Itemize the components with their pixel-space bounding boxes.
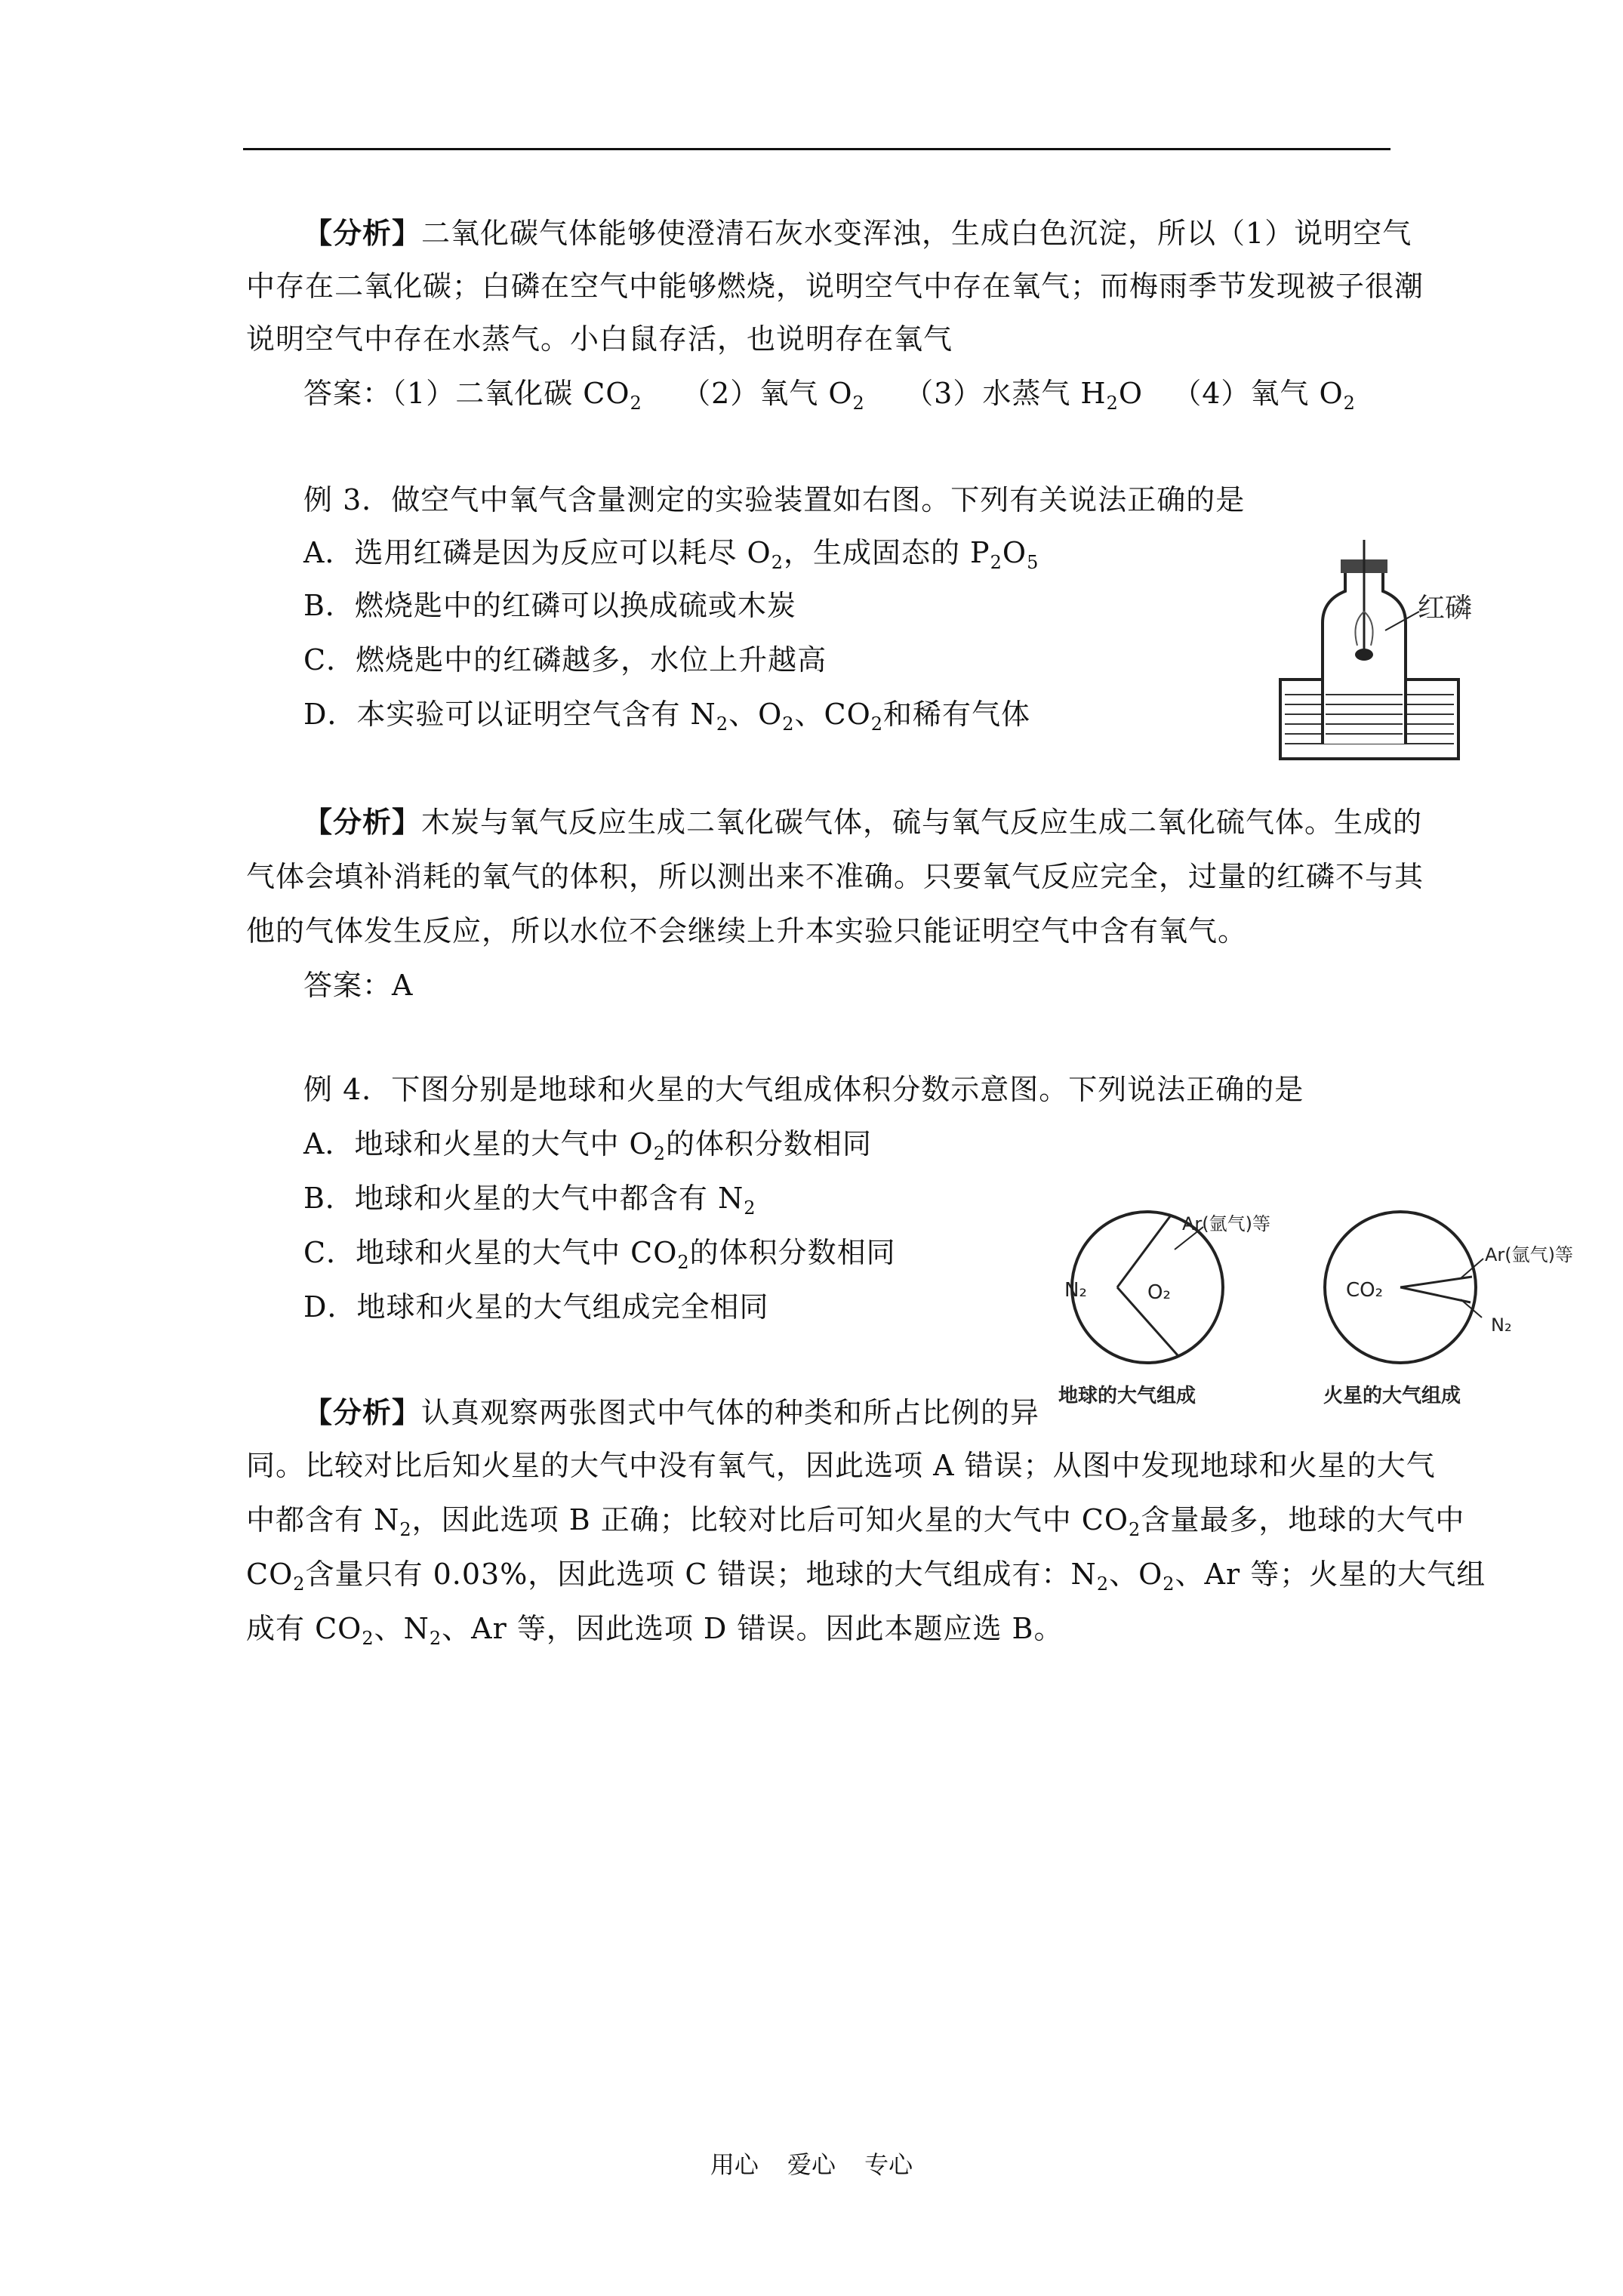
analysis-line: 成有 $CO_2$、$N_2$、Ar 等，因此选项 D 错误。因此本题应选 B。 [246, 1612, 1064, 1649]
analysis-line: 中都含有 $N_2$，因此选项 B 正确；比较对比后可知火星的大气中 $CO_2$含量最多，地球的大气中 [246, 1503, 1465, 1540]
option-c: C．地球和火星的大气中 $CO_2$的体积分数相同 [303, 1236, 896, 1273]
analysis-line: 气体会填补消耗的氧气的体积，所以测出来不准确。只要氧气反应完全，过量的红磷不与其 [246, 860, 1424, 893]
figure-label: 红磷 [1418, 593, 1472, 624]
chart-title: 火星的大气组成 [1323, 1385, 1461, 1407]
header-rule [243, 148, 1390, 150]
mars-atmosphere-chart [1317, 1204, 1597, 1416]
analysis-line: 同。比较对比后知火星的大气中没有氧气，因此选项 A 错误；从图中发现地球和火星的大气 [246, 1449, 1436, 1482]
option-c: C．燃烧匙中的红磷越多，水位上升越高 [303, 643, 827, 676]
option-d: D．地球和火星的大气组成完全相同 [303, 1290, 769, 1324]
analysis-line: 中存在二氧化碳；白磷在空气中能够燃烧，说明空气中存在氧气；而梅雨季节发现被子很潮 [246, 270, 1424, 303]
option-a: A．地球和火星的大气中 $O_2$的体积分数相同 [303, 1127, 872, 1164]
question-stem: 例 4．下图分别是地球和火星的大气组成体积分数示意图。下列说法正确的是 [303, 1073, 1304, 1106]
analysis-line: 【分析】木炭与氧气反应生成二氧化碳气体，硫与氧气反应生成二氧化硫气体。生成的 [303, 805, 1423, 839]
answer-line: 答案：（1）二氧化碳 $CO_2$ （2）氧气 $O_2$ （3）水蒸气 $H_2O$ （4）氧气 $O_2$ [303, 377, 1356, 414]
analysis-line: 说明空气中存在水蒸气。小白鼠存活，也说明存在氧气 [246, 322, 953, 356]
question-stem: 例 3．做空气中氧气含量测定的实验装置如右图。下列有关说法正确的是 [303, 483, 1246, 516]
pie-label-co2: CO₂ [1346, 1279, 1384, 1302]
option-d: D．本实验可以证明空气含有 $N_2$、$O_2$、$CO_2$和稀有气体 [303, 698, 1031, 735]
pie-label-o2: O₂ [1147, 1281, 1171, 1304]
apparatus-figure [1276, 540, 1472, 770]
pie-label-ar: Ar(氩气)等 [1182, 1213, 1271, 1234]
option-b: B．地球和火星的大气中都含有 $N_2$ [303, 1182, 756, 1219]
red-phosphorus [1355, 649, 1373, 661]
analysis-line: 他的气体发生反应，所以水位不会继续上升本实验只能证明空气中含有氧气。 [246, 914, 1248, 948]
pie-divider [1400, 1287, 1471, 1302]
earth-atmosphere-chart [1042, 1204, 1313, 1416]
pie-label-n2: N₂ [1491, 1314, 1512, 1336]
analysis-line: 【分析】二氧化碳气体能够使澄清石灰水变浑浊，生成白色沉淀，所以（1）说明空气 [303, 216, 1412, 250]
pie-label-ar: Ar(氩气)等 [1485, 1244, 1574, 1265]
pie-label-n2: N₂ [1064, 1279, 1087, 1302]
pie-divider [1117, 1216, 1170, 1287]
analysis-line: 【分析】认真观察两张图式中气体的种类和所占比例的异 [303, 1395, 1040, 1429]
option-b: B．燃烧匙中的红磷可以换成硫或木炭 [303, 589, 796, 622]
page-footer: 用心 爱心 专心 [710, 2150, 913, 2179]
answer-line: 答案：A [303, 969, 414, 1002]
option-a: A．选用红磷是因为反应可以耗尽 $O_2$，生成固态的 $P_2O_5$ [303, 536, 1039, 573]
analysis-line: $CO_2$含量只有 0.03%，因此选项 C 错误；地球的大气组成有：$N_2$、$O_2$、Ar 等；火星的大气组 [246, 1558, 1486, 1595]
chart-title: 地球的大气组成 [1058, 1385, 1196, 1407]
